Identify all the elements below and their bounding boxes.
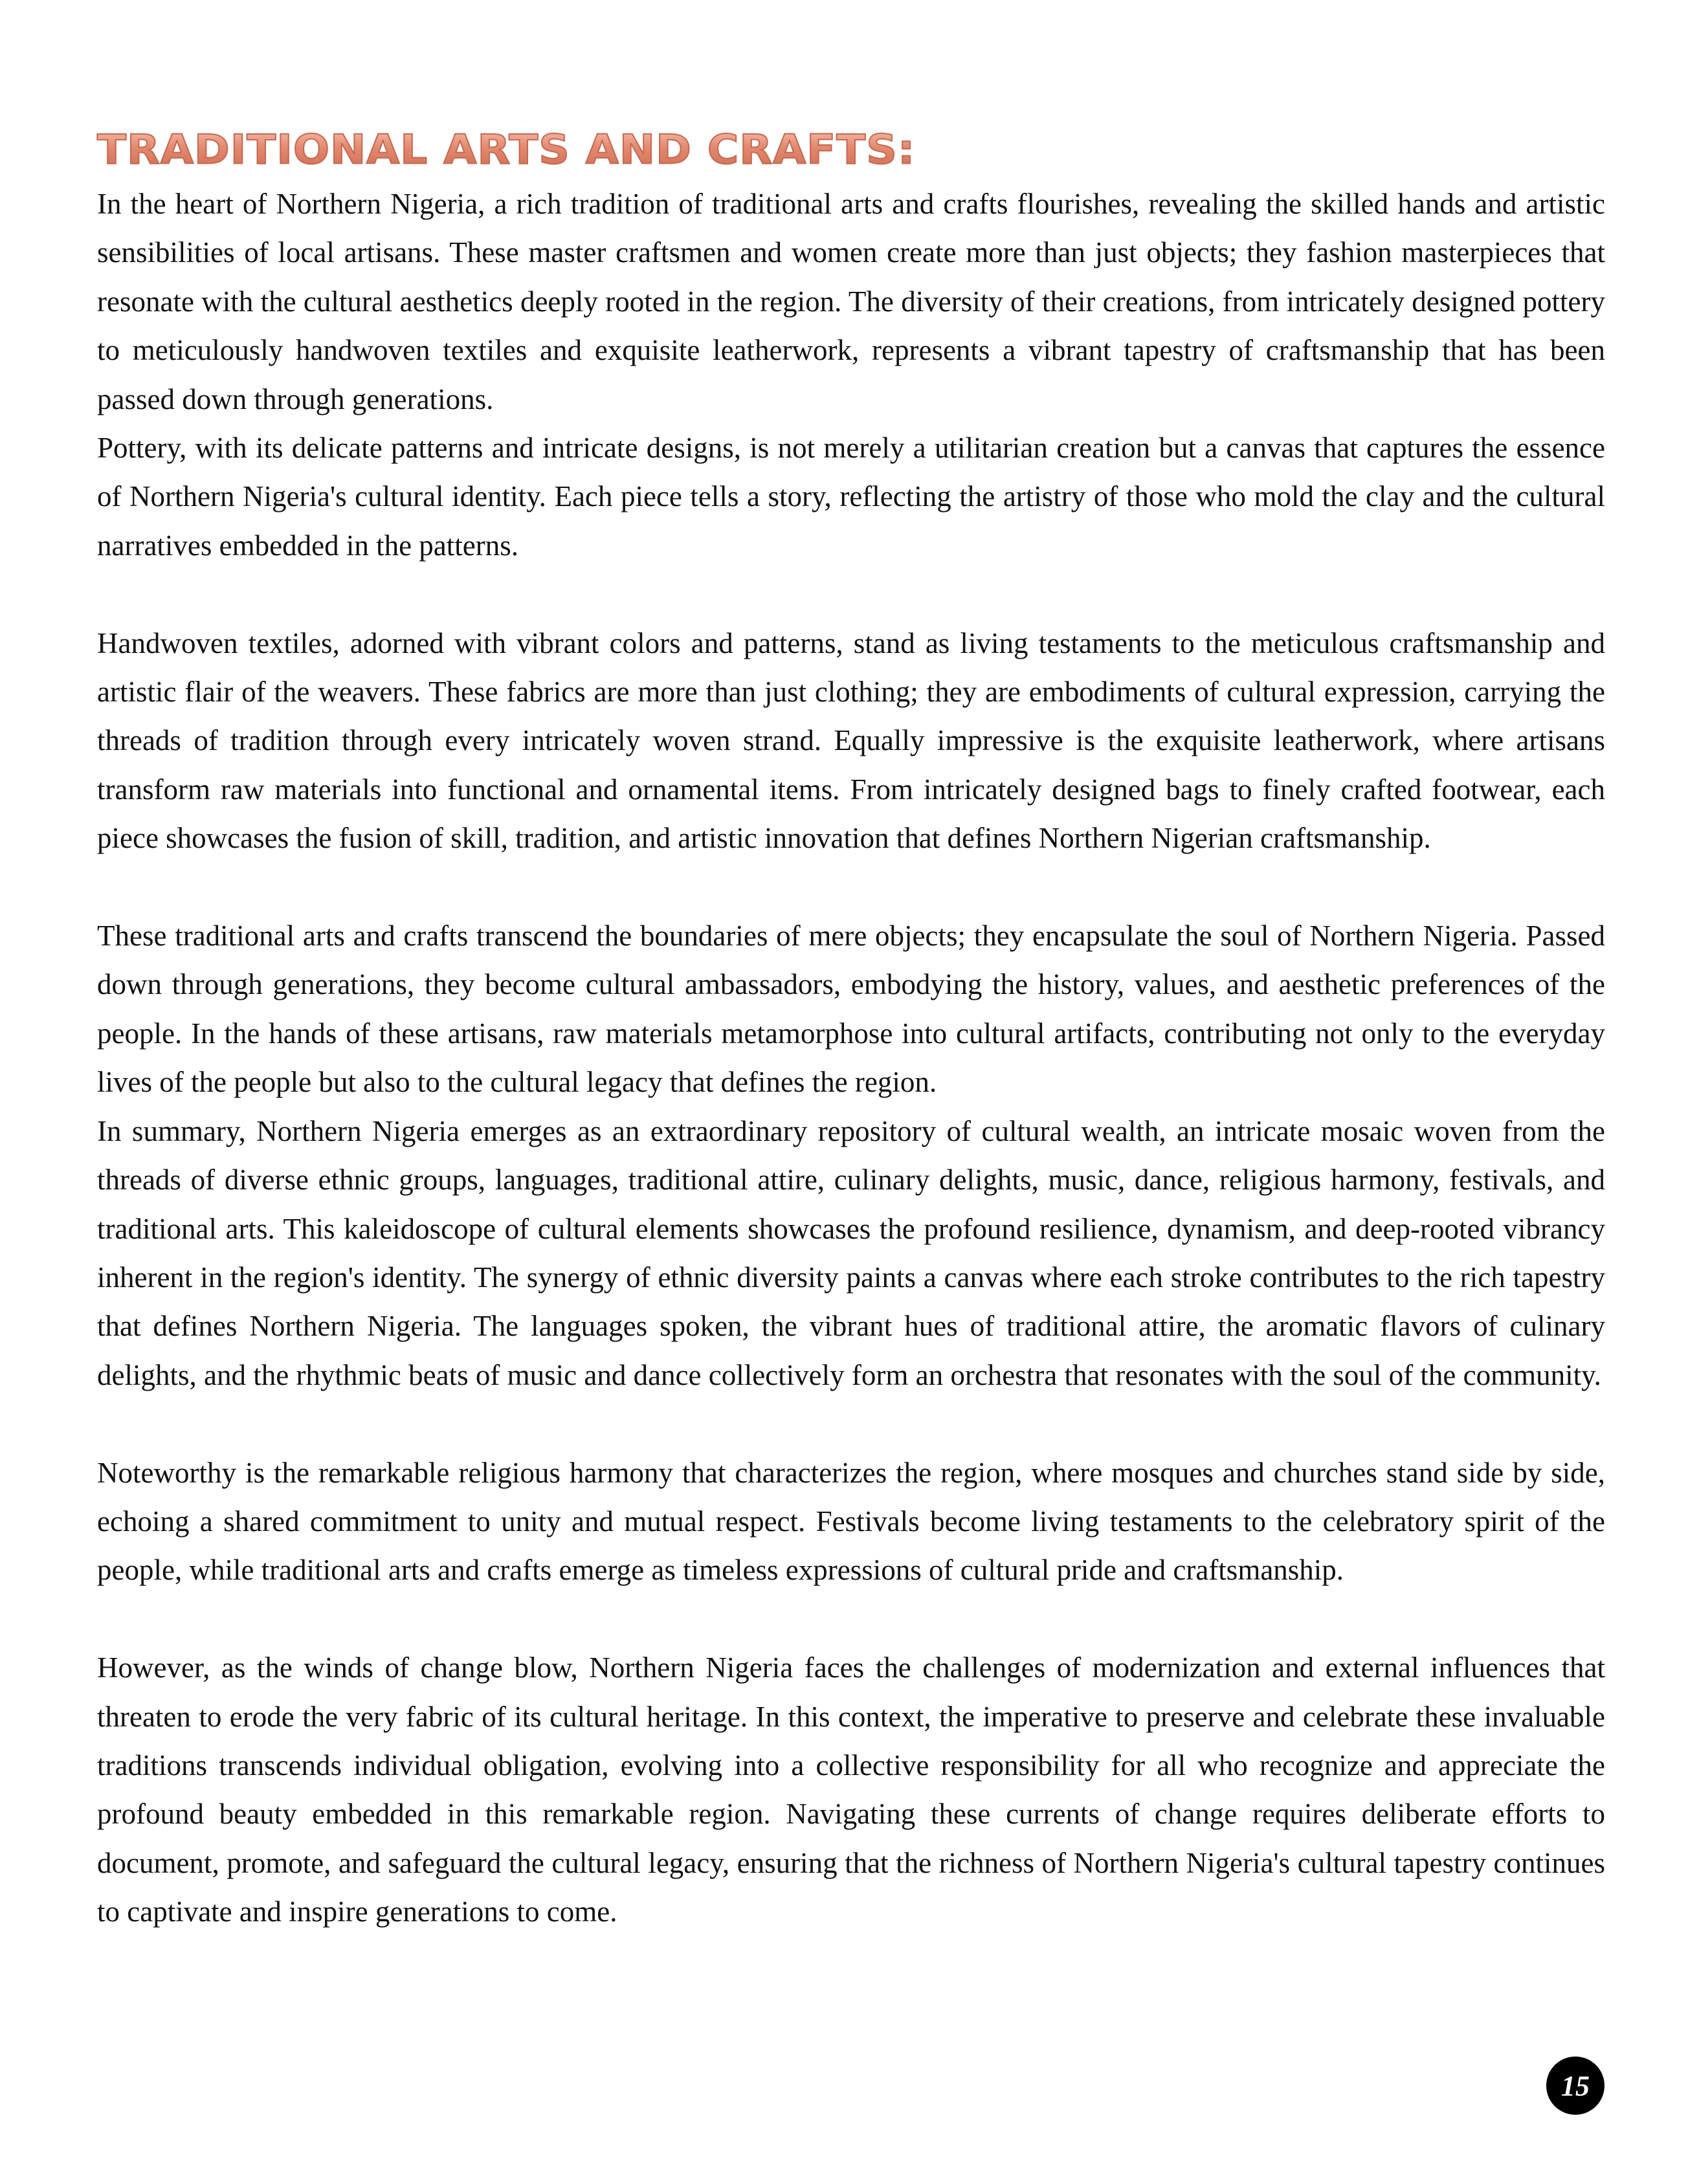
paragraph-summary: In summary, Northern Nigeria emerges as an extraordinary repository of cultural wealth, an intricate mosaic woven from the threads of diverse ethnic groups, languages, traditional attire, culinary delights, music, dance, religious harmony, festivals, and traditional arts. This kaleidoscope of cultural elements showcases the profound resilience, dynamism, and deep-rooted vibrancy inherent in the region's identity. The synergy of ethnic diversity paints a canvas where each stroke contributes to the rich tapestry that defines Northern Nigeria. The languages spoken, the vibrant hues of traditional attire, the aromatic flavors of culinary delights, and the rhythmic beats of music and dance collectively form an orchestra that resonates with the soul of the community.	[97, 1114, 1605, 1391]
paragraph-spacer	[97, 863, 1605, 912]
paragraph-religious-harmony: Noteworthy is the remarkable religious harmony that characterizes the region, where mosques and churches stand side by side, echoing a shared commitment to unity and mutual respect. Festivals become living testaments to the celebratory spirit of the people, while traditional arts and crafts emerge as timeless expressions of cultural pride and craftsmanship.	[97, 1456, 1605, 1587]
section-heading: TRADITIONAL ARTS AND CRAFTS:	[97, 129, 1605, 173]
paragraph-textiles: Handwoven textiles, adorned with vibrant colors and patterns, stand as living testaments to the meticulous craftsmanship and artistic flair of the weavers. These fabrics are more than just clothing; they are embodiments of cultural expression, carrying the threads of tradition through every intricately woven strand. Equally impressive is the exquisite leatherwork, where artisans transform raw materials into functional and ornamental items. From intricately designed bags to finely crafted footwear, each piece showcases the fusion of skill, tradition, and artistic innovation that defines Northern Nigerian craftsmanship.	[97, 626, 1605, 855]
paragraph-pottery: Pottery, with its delicate patterns and intricate designs, is not merely a utilitarian creation but a canvas that captures the essence of Northern Nigeria's cultural identity. Each piece tells a story, reflecting the artistry of those who mold the clay and the cultural narratives embedded in the patterns.	[97, 432, 1605, 562]
paragraph-spacer	[97, 570, 1605, 619]
paragraph-spacer	[97, 1595, 1605, 1644]
paragraph-spacer	[97, 1400, 1605, 1448]
page-content	[97, 126, 1605, 1937]
body-text	[97, 180, 1605, 1937]
paragraph-modernization: However, as the winds of change blow, Northern Nigeria faces the challenges of modernization and external influences that threaten to erode the very fabric of its cultural heritage. In this context, the imperative to preserve and celebrate these invaluable traditions transcends individual obligation, evolving into a collective responsibility for all who recognize and appreciate the profound beauty embedded in this remarkable region. Navigating these currents of change requires deliberate efforts to document, promote, and safeguard the cultural legacy, ensuring that the richness of Northern Nigeria's cultural tapestry continues to captivate and inspire generations to come.	[97, 1651, 1605, 1928]
page-number-badge: 15	[1546, 2057, 1605, 2115]
paragraph-intro: In the heart of Northern Nigeria, a rich tradition of traditional arts and crafts flourishes, revealing the skilled hands and artistic sensibilities of local artisans. These master craftsmen and women create more than just objects; they fashion masterpieces that resonate with the cultural aesthetics deeply rooted in the region. The diversity of their creations, from intricately designed pottery to meticulously handwoven textiles and exquisite leatherwork, represents a vibrant tapestry of craftsmanship that has been passed down through generations.	[97, 188, 1605, 415]
paragraph-transcend: These traditional arts and crafts transcend the boundaries of mere objects; they encapsulate the soul of Northern Nigeria. Passed down through generations, they become cultural ambassadors, embodying the history, values, and aesthetic preferences of the people. In the hands of these artisans, raw materials metamorphose into cultural artifacts, contributing not only to the everyday lives of the people but also to the cultural legacy that defines the region.	[97, 920, 1605, 1099]
